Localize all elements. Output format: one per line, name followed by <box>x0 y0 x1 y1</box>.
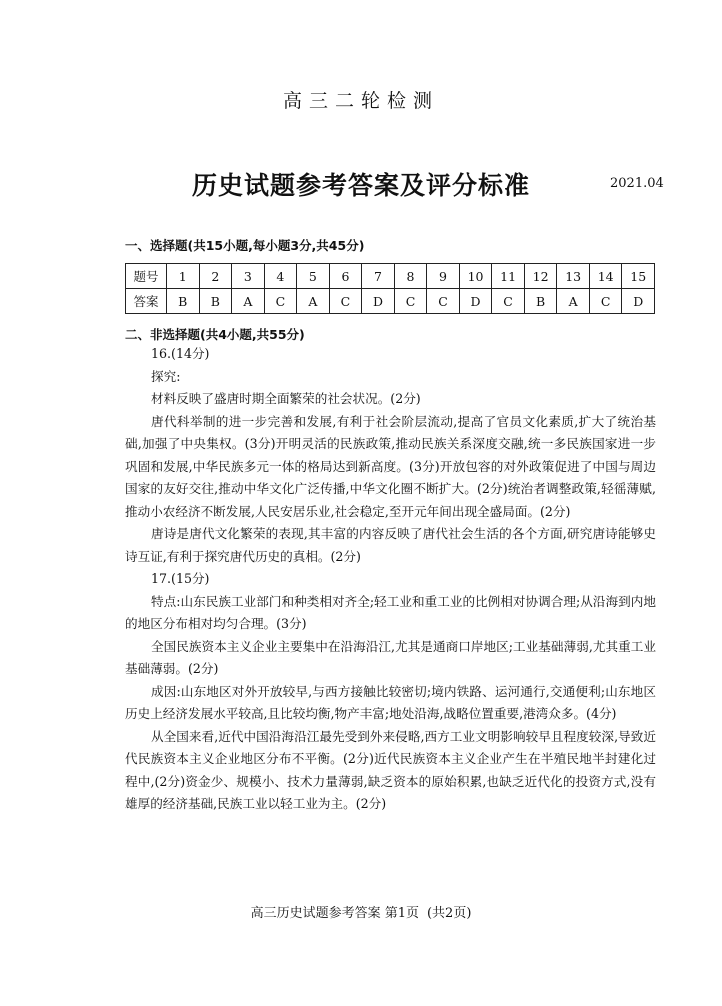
question-number-cell: 3 <box>232 264 265 289</box>
answer-cell: C <box>427 289 460 314</box>
section-2-heading: 二、非选择题(共4小题,共55分) <box>125 327 305 342</box>
footer-total-pages: (共2页) <box>426 906 472 921</box>
answer-cell: C <box>264 289 297 314</box>
question-number-cell: 10 <box>459 264 492 289</box>
answer-cell: B <box>167 289 200 314</box>
question-number-row <box>126 264 655 289</box>
page-footer <box>0 902 722 921</box>
question-number-cell: 6 <box>329 264 362 289</box>
question-number-cell: 9 <box>427 264 460 289</box>
answer-cell: D <box>622 289 655 314</box>
q16-paragraph-1: 材料反映了盛唐时期全面繁荣的社会状况。(2分) <box>151 391 421 406</box>
question-number-cell: 14 <box>589 264 622 289</box>
q16-label: 探究: <box>151 368 181 384</box>
q17-paragraph-2: 全国民族资本主义企业主要集中在沿海沿江,尤其是通商口岸地区;工业基础薄弱,尤其重工业基础薄弱。(2分) <box>125 638 656 676</box>
answer-cell: C <box>329 289 362 314</box>
q16-paragraph-3: 唐诗是唐代文化繁荣的表现,其丰富的内容反映了唐代社会生活的各个方面,研究唐诗能够史诗互证,有利于探究唐代历史的真相。(2分) <box>125 526 656 564</box>
question-number-cell: 4 <box>264 264 297 289</box>
q17-number: 17.(15分) <box>151 571 210 586</box>
row-label-answer: 答案 <box>126 289 167 314</box>
question-number-cell: 1 <box>167 264 200 289</box>
question-number-cell: 15 <box>622 264 655 289</box>
answer-cell: B <box>199 289 232 314</box>
answer-key-table <box>125 263 655 314</box>
footer-page-label: 高三历史试题参考答案 第1页 <box>250 906 419 921</box>
q16-number: 16.(14分) <box>151 346 210 361</box>
answer-cell: A <box>297 289 330 314</box>
answer-content <box>125 343 656 816</box>
question-number-cell: 5 <box>297 264 330 289</box>
document-date: 2021.04 <box>610 176 664 191</box>
row-label-number: 题号 <box>126 264 167 289</box>
question-number-cell: 11 <box>492 264 525 289</box>
answer-cell: A <box>557 289 590 314</box>
question-number-cell: 12 <box>524 264 557 289</box>
question-number-cell: 7 <box>362 264 395 289</box>
question-number-cell: 8 <box>394 264 427 289</box>
answer-cell: D <box>459 289 492 314</box>
q17-paragraph-3: 成因:山东地区对外开放较早,与西方接触比较密切;境内铁路、运河通行,交通便利;山东地区历史上经济发展水平较高,且比较均衡,物产丰富;地处沿海,战略位置重要,港湾众多。(4分) <box>125 683 656 721</box>
q17-paragraph-1: 特点:山东民族工业部门和种类相对齐全;轻工业和重工业的比例相对协调合理;从沿海到内地的地区分布相对均匀合理。(3分) <box>125 593 656 631</box>
answer-cell: B <box>524 289 557 314</box>
question-number-cell: 13 <box>557 264 590 289</box>
answer-cell: C <box>492 289 525 314</box>
section-1-heading: 一、选择题(共15小题,每小题3分,共45分) <box>125 238 365 253</box>
answer-cell: C <box>394 289 427 314</box>
answer-cell: D <box>362 289 395 314</box>
document-title: 历史试题参考答案及评分标准 <box>191 171 530 200</box>
question-number-cell: 2 <box>199 264 232 289</box>
q16-paragraph-2: 唐代科举制的进一步完善和发展,有利于社会阶层流动,提高了官员文化素质,扩大了统治基础,加强了中央集权。(3分)开明灵活的民族政策,推动民族关系深度交融,统一多民族国家进一步巩固和发展,中华民族多元一体的格局达到新高度。(3分)开放包容的对外政策促进了中国与周边国家的友好交往,推动中华文化广泛传播,中华文化圈不断扩大。(2分)统治者调整政策,轻徭薄赋,推动小农经济不断发展,人民安居乐业,社会稳定,至开元年间出现全盛局面。(2分) <box>125 413 656 519</box>
q17-paragraph-4: 从全国来看,近代中国沿海沿江最先受到外来侵略,西方工业文明影响较早且程度较深,导致近代民族资本主义企业地区分布不平衡。(2分)近代民族资本主义企业产生在半殖民地半封建化过程中,(2分)资金少、规模小、技术力量薄弱,缺乏资本的原始积累,也缺乏近代化的投资方式,没有雄厚的经济基础,民族工业以轻工业为主。(2分) <box>125 728 656 811</box>
answer-cell: A <box>232 289 265 314</box>
answer-cell: C <box>589 289 622 314</box>
page-header: 高三二轮检测 <box>282 90 439 112</box>
answer-row <box>126 289 655 314</box>
